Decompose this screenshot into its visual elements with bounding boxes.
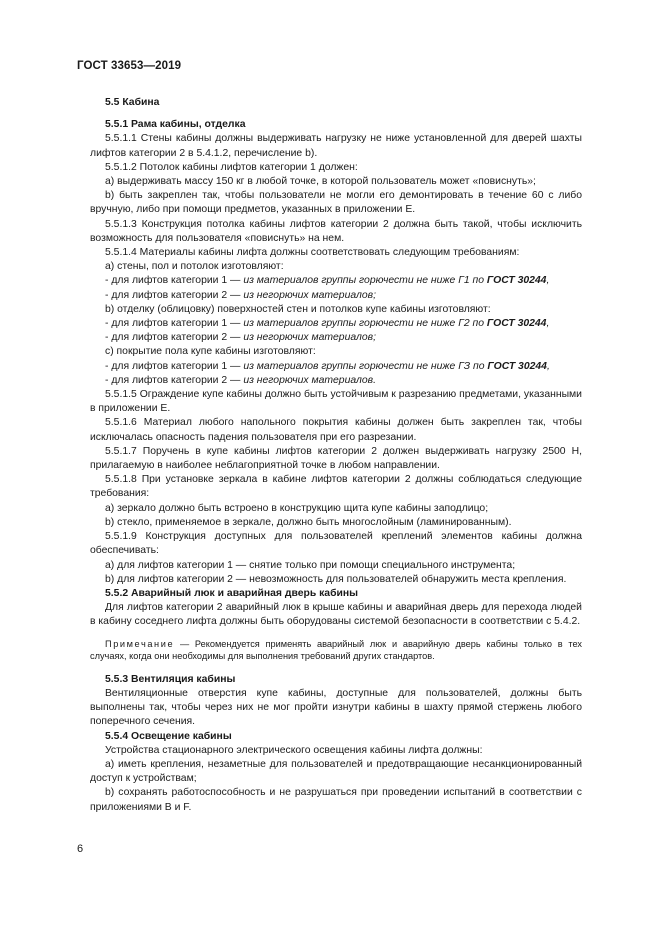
para-5-5-1-8-b: b) стекло, применяемое в зеркале, должно быть многослойным (ламинированным). — [105, 516, 512, 528]
para-5-5-4: Устройства стационарного электрического освещения кабины лифта должны: — [105, 744, 483, 756]
para-5-5-1-7: 5.5.1.7 Поручень в купе кабины лифтов категории 2 должен выдерживать нагрузку 2500 Н, прилагаемую в наиболее неблагоприятной точке в любом направлении. — [90, 445, 582, 472]
para-5-5-4-a: a) иметь крепления, незаметные для пользователей и предотвращающие несанкционированный доступ к устройствам; — [90, 758, 582, 785]
subsection-title-5-5-2: 5.5.2 Аварийный люк и аварийная дверь кабины — [105, 587, 359, 599]
para-5-5-1-8: 5.5.1.8 При установке зеркала в кабине лифтов категории 2 должны соблюдаться следующие требования: — [90, 474, 582, 500]
subsection-title-5-5-4: 5.5.4 Освещение кабины — [105, 730, 232, 742]
para-5-5-1-2: 5.5.1.2 Потолок кабины лифтов категории 1 должен: — [105, 161, 358, 173]
subsection-title-5-5-1: 5.5.1 Рама кабины, отделка — [105, 119, 246, 131]
para-5-5-1-2-b: b) быть закреплен так, чтобы пользователи не могли его демонтировать в течение 60 с либо вручную, либо при помощи предметов, указанных в приложении Е. — [90, 190, 582, 216]
materials-b: b) отделку (облицовку) поверхностей стен и потолков купе кабины изготовляют: — [105, 303, 491, 315]
materials-c2: - для лифтов категории 2 — из негорючих материалов. — [105, 374, 376, 386]
para-5-5-3: Вентиляционные отверстия купе кабины, доступные для пользователей, должны быть выполнены так, чтобы через них не мог пройти изнутри кабины в шахту прямой стержень любого поперечного сечения. — [90, 687, 582, 728]
para-5-5-1-4: 5.5.1.4 Материалы кабины лифта должны соответствовать следующим требованиям: — [105, 247, 520, 259]
para-5-5-1-8-a: a) зеркало должно быть встроено в конструкцию щита купе кабины заподлицо; — [105, 502, 489, 514]
materials-c: c) покрытие пола купе кабины изготовляют: — [105, 346, 316, 358]
para-5-5-1-6: 5.5.1.6 Материал любого напольного покрытия кабины должен быть закреплен так, чтобы исключалась опасность падения пользователя при его разрезании. — [90, 417, 582, 443]
note — [90, 638, 582, 663]
para-5-5-2: Для лифтов категории 2 аварийный люк в крыше кабины и аварийная дверь для перехода людей в кабину соседнего лифта должны быть оборудованы системой безопасности в соответствии с 5.4.2. — [90, 602, 582, 628]
materials-a: a) стены, пол и потолок изготовляют: — [105, 261, 284, 273]
materials-b2: - для лифтов категории 2 — из негорючих материалов; — [105, 332, 376, 344]
subsection-title-5-5-3: 5.5.3 Вентиляция кабины — [105, 673, 236, 685]
standard-header: ГОСТ 33653—2019 — [77, 60, 182, 72]
page-content — [90, 92, 582, 815]
note-label: Примечание — [105, 638, 175, 649]
para-5-5-1-5: 5.5.1.5 Ограждение купе кабины должно быть устойчивым к разрезанию предметами, указанными в приложении Е. — [90, 389, 582, 415]
para-5-5-4-b: b) сохранять работоспособность и не разрушаться при проведении испытаний в соответствии с приложениями В и F. — [90, 787, 582, 813]
note-text: — Рекомендуется применять аварийный люк и аварийную дверь кабины только в тех случаях, когда они необходимы для выполнения требований других стандартов. — [90, 638, 582, 662]
para-5-5-1-1: 5.5.1.1 Стены кабины должны выдерживать нагрузку не ниже установленной для дверей шахты лифтов категории 2 в 5.4.1.2, перечисление b). — [90, 133, 582, 159]
para-5-5-1-3: 5.5.1.3 Конструкция потолка кабины лифтов категории 2 должна быть такой, чтобы исключить возможность для пользователя «повиснуть» на нем. — [90, 218, 582, 244]
para-5-5-1-9-b: b) для лифтов категории 2 — невозможность для пользователей обнаружить места крепления. — [105, 573, 567, 585]
materials-b1: - для лифтов категории 1 — из материалов группы горючести не ниже Г2 по ГОСТ 30244, — [105, 318, 550, 330]
materials-a2: - для лифтов категории 2 — из негорючих материалов; — [105, 289, 376, 301]
para-5-5-1-9: 5.5.1.9 Конструкция доступных для пользователей креплений элементов кабины должна обеспечивать: — [90, 531, 582, 557]
para-5-5-1-9-a: a) для лифтов категории 1 — снятие только при помощи специального инструмента; — [105, 559, 516, 571]
materials-a1: - для лифтов категории 1 — из материалов группы горючести не ниже Г1 по ГОСТ 30244, — [105, 275, 550, 287]
materials-c1: - для лифтов категории 1 — из материалов группы горючести не ниже ГЗ по ГОСТ 30244, — [105, 360, 550, 372]
page-number: 6 — [77, 843, 84, 855]
section-title: 5.5 Кабина — [105, 97, 160, 108]
para-5-5-1-2-a: a) выдерживать массу 150 кг в любой точке, в которой пользователь может «повиснуть»; — [105, 176, 536, 188]
